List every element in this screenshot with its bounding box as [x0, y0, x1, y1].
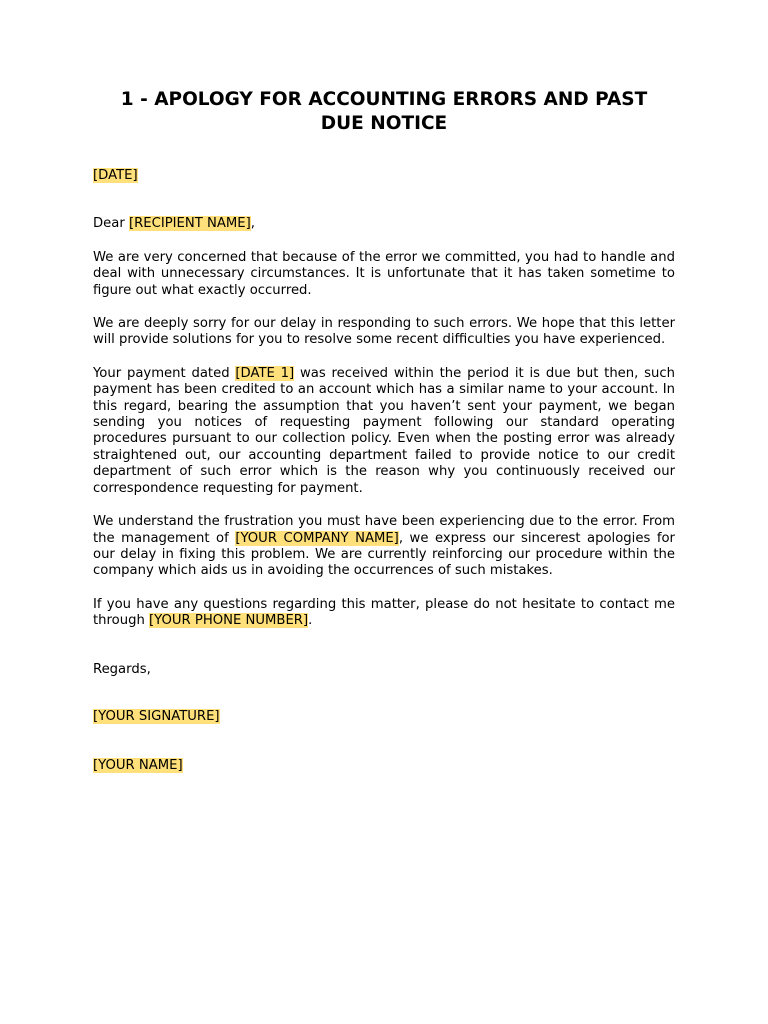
salutation-prefix: Dear: [93, 216, 129, 232]
p5-text-before: If you have any questions regarding this matter, please do not hesitate to contact me through: [93, 596, 675, 629]
company-name-placeholder: [YOUR COMPANY NAME]: [235, 530, 399, 546]
paragraph-contact: [93, 597, 675, 630]
letter-page: [93, 88, 675, 775]
p4-text-before: We understand the frustration you must have been experiencing due to the error. From the management of: [93, 514, 675, 546]
title-line-2: DUE NOTICE: [320, 113, 448, 134]
name-placeholder: [YOUR NAME]: [93, 758, 183, 774]
signature-line: [93, 709, 675, 725]
closing: Regards,: [93, 661, 151, 677]
salutation-suffix: ,: [250, 216, 255, 232]
paragraph-frustration: [93, 514, 675, 580]
phone-number-placeholder: [YOUR PHONE NUMBER]: [149, 613, 309, 629]
p5-text-after: .: [308, 613, 313, 629]
date-line: [93, 168, 675, 184]
title-line-1: 1 - APOLOGY FOR ACCOUNTING ERRORS AND PAST: [120, 89, 648, 110]
salutation: [93, 216, 675, 232]
letter-title: [93, 88, 675, 136]
paragraph-apology: We are deeply sorry for our delay in responding to such errors. We hope that this letter will provide solutions for you to resolve some recent difficulties you have experienced.: [93, 316, 675, 348]
paragraph-concern: We are very concerned that because of the error we committed, you had to handle and deal with unnecessary circumstances. It is unfortunate that it has taken sometime to figure out what exactly occurred.: [93, 249, 675, 298]
date-1-placeholder: [DATE 1]: [235, 365, 295, 381]
p4-text-after: , we express our sincerest apologies for our delay in fixing this problem. We are currently reinforcing our procedure within the company which aids us in avoiding the occurrences of such mistakes.: [93, 530, 675, 579]
recipient-placeholder: [RECIPIENT NAME]: [128, 216, 251, 232]
paragraph-payment-details: [93, 366, 675, 497]
date-placeholder: [DATE]: [93, 168, 138, 183]
signature-placeholder: [YOUR SIGNATURE]: [93, 708, 220, 724]
p3-text-after: was received within the period it is due but then, such payment has been credited to an account which has a similar name to your account. In this regard, bearing the assumption that you haven’t sent your payment, we began sending you notices of requesting payment following our standard operating procedures pursuant to our collection policy. Even when the posting error was already straightened out, our accounting department failed to provide notice to our credit department of such error which is the reason why you continuously received our correspondence requesting for payment.: [93, 365, 675, 496]
p3-text-before: Your payment dated: [93, 365, 236, 381]
name-line: [93, 758, 675, 774]
